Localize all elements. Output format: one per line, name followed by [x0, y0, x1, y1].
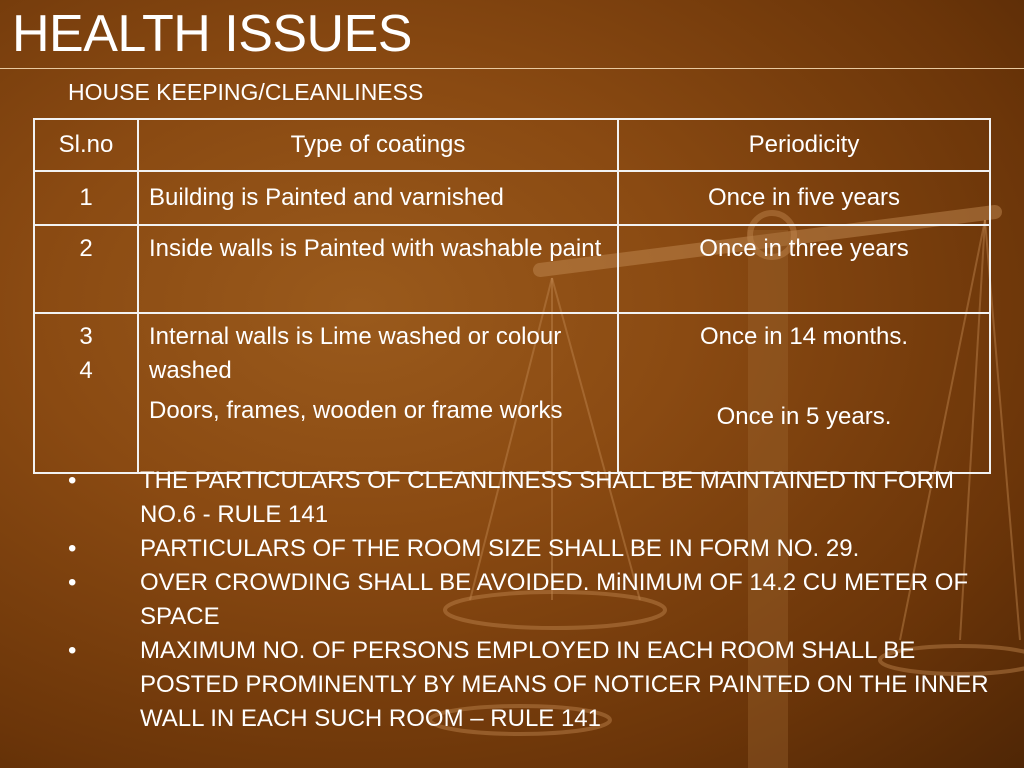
row-type-merged	[138, 313, 618, 473]
header-type: Type of coatings	[138, 119, 618, 171]
row-slno: 2	[34, 225, 138, 313]
page-title: HEALTH ISSUES	[12, 5, 412, 63]
list-item	[0, 532, 1024, 566]
header-slno: Sl.no	[34, 119, 138, 171]
list-item	[0, 634, 1024, 736]
table-row	[34, 171, 990, 225]
row-type: Internal walls is Lime washed or colour washed	[149, 323, 562, 384]
list-item	[0, 566, 1024, 634]
row-type: Inside walls is Painted with washable paint	[138, 225, 618, 313]
bullet-list	[0, 464, 1024, 736]
row-periodicity: Once in five years	[618, 171, 990, 225]
coatings-table	[33, 118, 991, 474]
row-periodicity-merged	[618, 313, 990, 473]
row-slno-merged	[34, 313, 138, 473]
header-periodicity: Periodicity	[618, 119, 990, 171]
bullet-icon: •	[68, 467, 77, 494]
bullet-text: MAXIMUM NO. OF PERSONS EMPLOYED IN EACH ROOM SHALL BE POSTED PROMINENTLY BY MEANS OF NOTICER PAINTED ON THE INNER WALL IN EACH SUCH ROOM – RULE 141	[140, 637, 989, 732]
title-divider	[0, 68, 1024, 69]
bullet-icon: •	[68, 569, 77, 596]
list-item	[0, 464, 1024, 532]
row-slno: 3	[79, 323, 93, 350]
row-periodicity: Once in 14 months.	[699, 323, 909, 350]
row-type: Doors, frames, wooden or frame works	[149, 397, 563, 424]
bullet-text: THE PARTICULARS OF CLEANLINESS SHALL BE MAINTAINED IN FORM NO.6 - RULE 141	[140, 467, 954, 528]
page-subtitle: HOUSE KEEPING/CLEANLINESS	[68, 79, 424, 105]
bullet-text: PARTICULARS OF THE ROOM SIZE SHALL BE IN FORM NO. 29.	[140, 535, 860, 562]
bullet-icon: •	[68, 535, 77, 562]
table-row	[34, 313, 990, 473]
table-row	[34, 225, 990, 313]
row-periodicity: Once in three years	[618, 225, 990, 313]
bullet-icon: •	[68, 637, 77, 664]
row-type: Building is Painted and varnished	[138, 171, 618, 225]
bullet-text: OVER CROWDING SHALL BE AVOIDED. MiNIMUM OF 14.2 CU METER OF SPACE	[140, 569, 969, 630]
table-header-row	[34, 119, 990, 171]
row-slno: 1	[34, 171, 138, 225]
row-slno: 4	[79, 357, 93, 384]
row-periodicity: Once in 5 years.	[716, 403, 892, 430]
